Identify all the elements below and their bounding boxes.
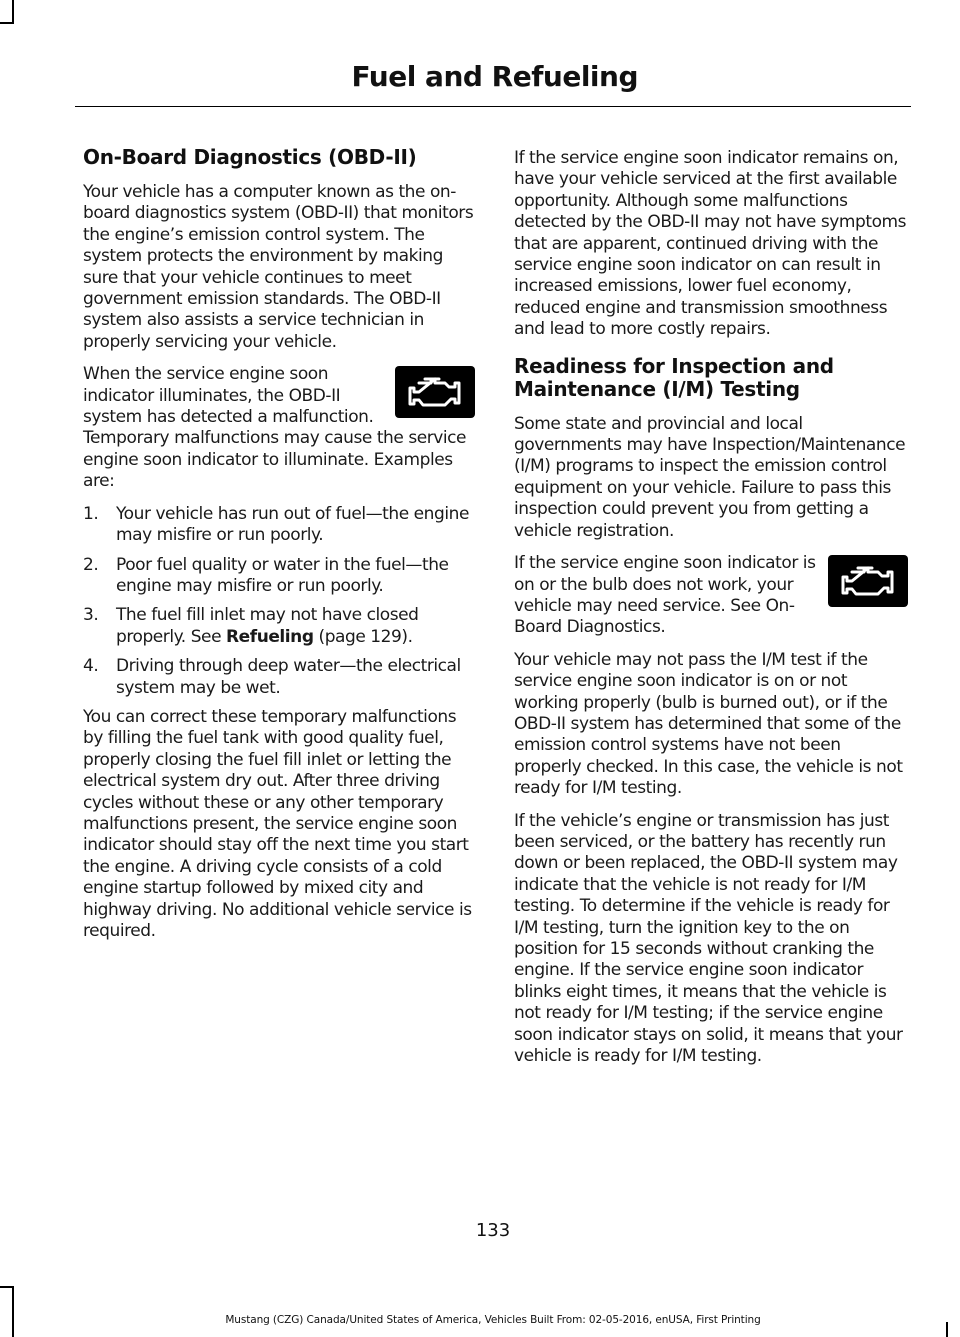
- refueling-link[interactable]: Refueling: [226, 626, 314, 647]
- readiness-check-paragraph: If the vehicle’s engine or transmission has just been serviced, or the battery has recently run down or been replaced, the OBD-II system may indicate that the vehicle is not ready for I/M testing. To determine if the vehicle is ready for I/M testing, turn the ignition key to the on position for 15 seconds without cranking the engine. If the service engine soon indicator blinks eight times, it means that the vehicle is not ready for I/M testing; if the service engine soon indicator stays on solid, it means that your vehicle is ready for I/M testing.: [514, 810, 903, 1067]
- temporary-malfunctions-paragraph: You can correct these temporary malfunctions by filling the fuel tank with good quality fuel, properly closing the fuel fill inlet or letting the electrical system dry out. After three driving cycles without these or any other temporary malfunctions present, the service engine soon indicator should stay off the next time you start the engine. A driving cycle consists of a cold engine startup followed by mixed city and highway driving. No additional vehicle service is required.: [83, 706, 472, 941]
- list-item: 1. Your vehicle has run out of fuel—the engine may misfire or run poorly.: [83, 503, 469, 546]
- section-heading-obd: On-Board Diagnostics (OBD-II): [83, 145, 417, 169]
- indicator-paragraph: When the service engine soon indicator illuminates, the OBD-II system has detected a malfunction. Temporary malfunctions may cause the service engine soon indicator to illuminate. Examples are:: [83, 364, 467, 492]
- im-test-fail-paragraph: Your vehicle may not pass the I/M test if the service engine soon indicator is on or not working properly (bulb is burned out), or if the OBD-II system has determined that some of the emission control systems have not been properly checked. In this case, the vehicle is not ready for I/M testing.: [514, 649, 903, 799]
- crop-mark-bottom-left: [12, 1286, 14, 1337]
- malfunction-examples-list: [83, 504, 475, 699]
- page-number: 133: [475, 1220, 511, 1241]
- engine-warning-icon-graphic: [405, 373, 465, 411]
- engine-warning-icon: [395, 366, 475, 418]
- crop-mark-top-left: [12, 0, 14, 22]
- crop-mark-top-left-h: [0, 22, 14, 24]
- obd-intro-paragraph: Your vehicle has a computer known as the on-board diagnostics system (OBD-II) that monitors the engine’s emission control system. The system protects the environment by making sure that your vehicle continues to meet government emission standards. The OBD-II system also assists a service technician in properly servicing your vehicle.: [83, 182, 474, 352]
- list-item: 3. The fuel fill inlet may not have closed properly. See Refueling (page 129).: [83, 605, 419, 647]
- page-header-title: Fuel and Refueling: [351, 60, 638, 93]
- engine-warning-icon: [828, 555, 908, 607]
- left-column: [83, 146, 475, 953]
- crop-mark-bottom-left-h: [0, 1286, 14, 1288]
- engine-warning-icon-graphic: [838, 562, 898, 600]
- right-column: [514, 148, 908, 1078]
- header-divider: [75, 106, 911, 107]
- page-footer: Mustang (CZG) Canada/United States of America, Vehicles Built From: 02-05-2016, enUSA, First Printing: [225, 1314, 761, 1326]
- section-heading-im-testing: Readiness for Inspection and Maintenance (I/M) Testing: [514, 353, 834, 401]
- list-item: 4. Driving through deep water—the electrical system may be wet.: [83, 656, 461, 698]
- bulb-paragraph: If the service engine soon indicator is on or the bulb does not work, your vehicle may need service. See On-Board Diagnostics.: [514, 553, 816, 638]
- list-item: 2. Poor fuel quality or water in the fuel—the engine may misfire or run poorly.: [83, 554, 449, 596]
- im-programs-paragraph: Some state and provincial and local governments may have Inspection/Maintenance (I/M) programs to inspect the emission control equipment on your vehicle. Failure to pass this inspection could prevent you from getting a vehicle registration.: [514, 413, 906, 541]
- indicator-remains-on-paragraph: If the service engine soon indicator remains on, have your vehicle serviced at the first available opportunity. Although some malfunctions detected by the OBD-II may not have symptoms that are apparent, continued driving with the service engine soon indicator on can result in increased emissions, lower fuel economy, reduced engine and transmission smoothness and lead to more costly repairs.: [514, 148, 907, 340]
